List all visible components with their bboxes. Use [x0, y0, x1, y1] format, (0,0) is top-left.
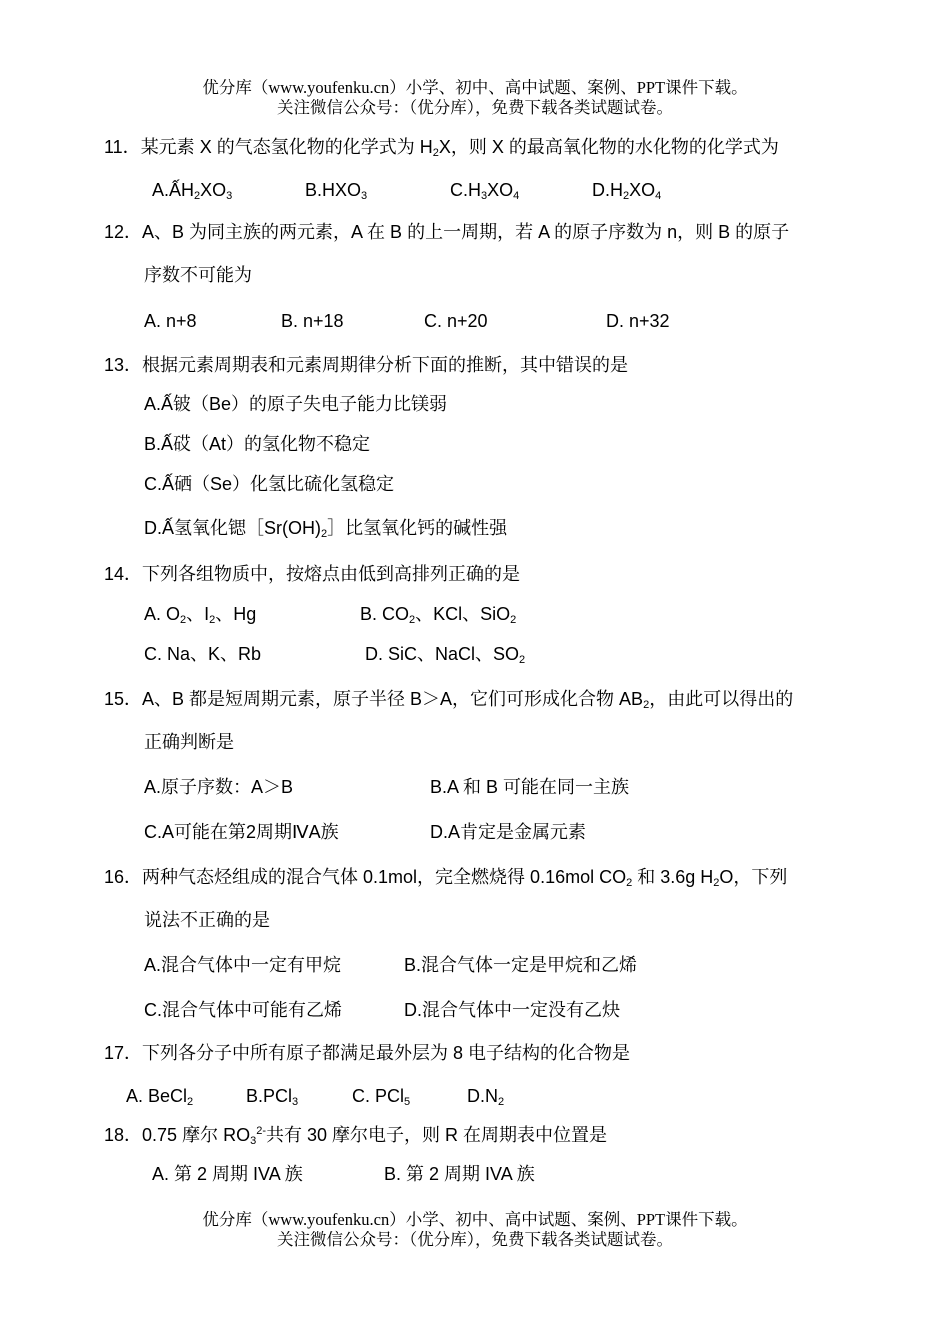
question-18-option-b: B. 第 2 周期 IVA 族: [384, 1164, 535, 1184]
question-12-stem-line-2: 序数不可能为: [144, 265, 252, 285]
question-17-option-a: A. BeCl$_2$: [126, 1086, 194, 1108]
question-13-stem: 13．根据元素周期表和元素周期律分析下面的推断，其中错误的是: [104, 355, 629, 375]
header-line-2: 关注微信公众号：（优分库），免费下载各类试题试卷。: [277, 98, 673, 117]
question-16-option-c: C.混合气体中可能有乙烯: [144, 1000, 342, 1020]
question-number: 11．: [104, 137, 141, 157]
question-14-option-d: D. SiC、NaCl、$SO_2$: [365, 644, 526, 666]
question-17-stem: 17．下列各分子中所有原子都满足最外层为 8 电子结构的化合物是: [104, 1043, 631, 1063]
question-15-option-b: B.A 和 B 可能在同一主族: [430, 777, 630, 797]
question-number: 18．: [104, 1125, 143, 1145]
question-15-option-a: A.原子序数：A＞B: [144, 777, 294, 797]
question-number: 13．: [104, 355, 143, 375]
question-15-option-d: D.A肯定是金属元素: [430, 822, 587, 842]
question-11-option-b: $B.HXO_3$: [305, 180, 368, 202]
question-12-option-a: A. n+8: [144, 311, 197, 331]
question-number: 14．: [104, 564, 143, 584]
question-14-option-b: B. $CO_2$、KCl、SiO$_2$: [360, 604, 517, 626]
question-17-option-b: B.PCl$_3$: [246, 1086, 299, 1108]
footer-line-2: 关注微信公众号：（优分库），免费下载各类试题试卷。: [277, 1230, 673, 1249]
question-17-option-c: C. PCl$_5$: [352, 1086, 411, 1108]
question-number: 16．: [104, 867, 143, 887]
question-11-stem: 11．某元素 X 的气态氢化物的化学式为 $H_2X$，则 X 的最高氧化物的水化物的化学式为: [104, 137, 779, 159]
question-15-option-c: C.A可能在第2周期ⅣA族: [144, 822, 339, 842]
question-13-option-d: D.Ấ氢氧化锶$[Sr(OH)_2]$比氢氧化钙的碱性强: [144, 518, 508, 540]
question-17-option-d: $D.N_2$: [467, 1086, 505, 1108]
question-12-option-b: B. n+18: [281, 311, 344, 331]
question-15-stem: 15．A、B 都是短周期元素，原子半径 B＞A，它们可形成化合物 $AB_2$，由此可以得出的: [104, 689, 794, 711]
question-number: 17．: [104, 1043, 143, 1063]
question-12-option-c: C. n+20: [424, 311, 488, 331]
question-14-option-a: A. $O_2$、$I_2$、Hg: [144, 604, 257, 626]
question-13-option-a: A.Ấ铍（Be）的原子失电子能力比镁弱: [144, 394, 448, 414]
question-11-option-c: $C.H_3XO_4$: [450, 180, 520, 202]
question-12-option-d: D. n+32: [606, 311, 670, 331]
question-13-option-b: B.Ấ砹（At）的氢化物不稳定: [144, 434, 371, 454]
question-16-option-d: D.混合气体中一定没有乙炔: [404, 1000, 620, 1020]
question-number: 15．: [104, 689, 143, 709]
question-15-stem-line-2: 正确判断是: [144, 732, 234, 752]
question-14-stem: 14．下列各组物质中，按熔点由低到高排列正确的是: [104, 564, 521, 584]
question-14-option-c: C. Na、K、Rb: [144, 644, 262, 664]
question-16-stem: 16．两种气态烃组成的混合气体 0.1mol，完全燃烧得 0.16mol $CO_2$ 和 3.6g $H_2O$，下列: [104, 867, 788, 889]
question-18-option-a: A. 第 2 周期 IVA 族: [152, 1164, 303, 1184]
question-11-option-a: $A.ẤH_2XO_3$: [152, 180, 233, 202]
footer-line-1: 优分库（www.youfenku.cn）小学、初中、高中试题、案例、PPT课件下载。: [202, 1210, 748, 1229]
question-16-option-b: B.混合气体一定是甲烷和乙烯: [404, 955, 638, 975]
question-16-option-a: A.混合气体中一定有甲烷: [144, 955, 342, 975]
question-12-stem: 12．A、B 为同主族的两元素，A 在 B 的上一周期，若 A 的原子序数为 n，则 B 的原子: [104, 222, 790, 242]
header-line-1: 优分库（www.youfenku.cn）小学、初中、高中试题、案例、PPT课件下载。: [202, 78, 748, 97]
question-16-stem-line-2: 说法不正确的是: [144, 910, 270, 930]
question-18-stem: 18．0.75 摩尔 $RO_3^{2-}$共有 30 摩尔电子，则 R 在周期表中位置是: [104, 1125, 608, 1147]
question-13-option-c: C.Ấ硒（Se）化氢比硫化氢稳定: [144, 474, 395, 494]
question-number: 12．: [104, 222, 143, 242]
question-11-option-d: $D.H_2XO_4$: [592, 180, 662, 202]
